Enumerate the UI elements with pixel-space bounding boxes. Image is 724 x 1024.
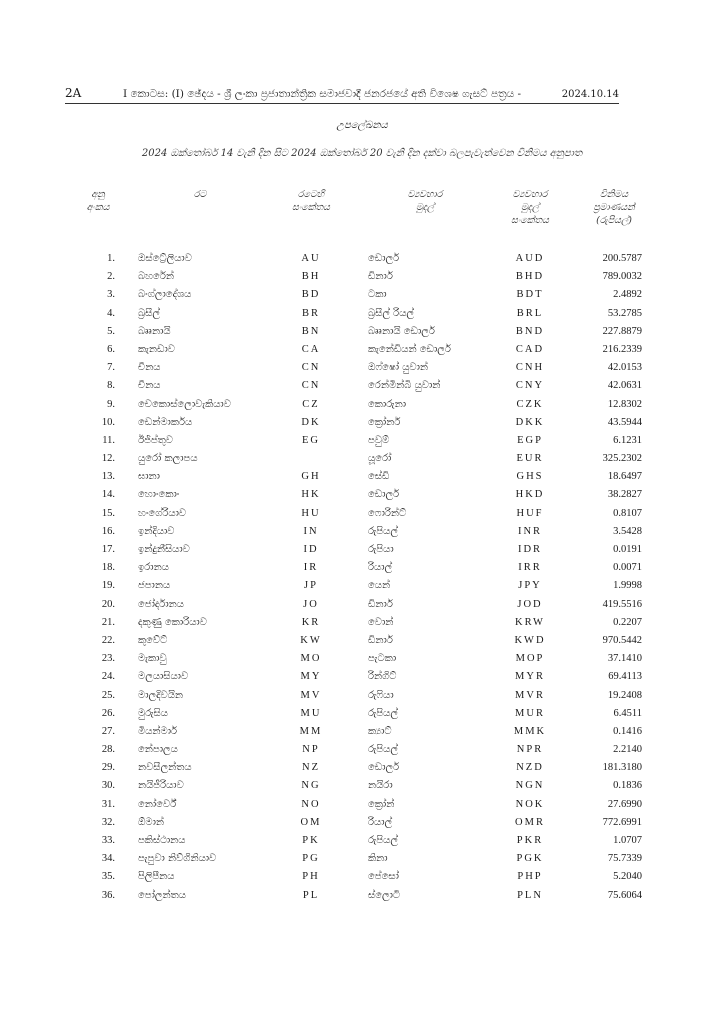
currency-code: BRL	[516, 307, 544, 319]
country-name: මුරුසිය	[138, 707, 168, 719]
country-name: ඉරානය	[138, 562, 169, 574]
country-code: KW	[300, 634, 322, 646]
exchange-rate: 2.2140	[613, 744, 642, 756]
row-number: 35.	[101, 871, 115, 883]
col-header-rate-line: ප්‍රමාණයන්	[593, 202, 635, 213]
row-number: 20.	[101, 598, 115, 610]
exchange-rate: 19.2408	[607, 689, 642, 701]
country-name: නයිජීරියාව	[138, 780, 184, 792]
country-name: චෙකොස්ලොවැකියාව	[138, 398, 231, 410]
col-header-rate-line: (රුපියල්)	[596, 215, 632, 226]
country-code: MU	[300, 707, 322, 719]
currency-code: AUD	[515, 253, 545, 264]
row-number: 30.	[101, 780, 115, 792]
col-header-currency-code	[494, 188, 566, 227]
country-code: CN	[301, 362, 321, 374]
exchange-rate: 970.5442	[602, 634, 642, 646]
country-name: ජපානය	[138, 580, 171, 592]
col-header-currency-code-line: සංකේතය	[511, 215, 549, 226]
country-name: මාලදිවයින	[138, 689, 184, 701]
currency-name: ඩොලර්	[368, 253, 400, 264]
row-number: 9.	[107, 398, 115, 410]
table-row	[0, 741, 724, 759]
country-code: MM	[299, 725, 323, 737]
table-row	[0, 596, 724, 614]
row-number: 26.	[101, 707, 115, 719]
row-number: 2.	[107, 271, 115, 283]
col-header-no-line: අනු	[91, 189, 105, 200]
country-code: MY	[300, 671, 322, 683]
country-name: පෝලන්තය	[138, 889, 186, 901]
currency-code: PLN	[517, 889, 543, 901]
row-number: 14.	[101, 489, 115, 501]
row-number: 13.	[101, 471, 115, 483]
exchange-rate: 1.0707	[613, 835, 642, 846]
table-row	[0, 541, 724, 559]
exchange-rate: 772.6991	[602, 816, 642, 828]
exchange-rate: 53.2785	[607, 307, 642, 319]
currency-name: රුපියල්	[368, 835, 398, 846]
currency-code: NPR	[516, 744, 544, 756]
exchange-rate: 2.4892	[613, 289, 642, 301]
country-code: CN	[301, 380, 321, 392]
table-row	[0, 687, 724, 705]
schedule-subtitle: 2024 ඔක්තෝබර් 14 වැනි දින සිට 2024 ඔක්තෝබර් 20 වැනි දින දක්වා බලපැවැත්වෙන විනිමය අනුපාත	[141, 148, 583, 159]
country-name: මැකාවු	[138, 653, 167, 665]
table-row	[0, 868, 724, 886]
currency-code: JPY	[518, 580, 542, 592]
country-code: CZ	[302, 398, 320, 410]
currency-name: ඔෆ්ෂෝ යුවාන්	[368, 362, 429, 374]
exchange-rate: 0.8107	[613, 507, 642, 519]
exchange-rate: 37.1410	[607, 653, 642, 665]
country-name: ඉන්දියාව	[138, 525, 175, 537]
currency-code: NZD	[516, 762, 544, 774]
country-name: නෝර්වේ	[138, 798, 177, 810]
currency-code: EUR	[516, 453, 544, 465]
country-name: ඕමාන්	[138, 816, 165, 828]
currency-code: GHS	[516, 471, 544, 483]
table-row	[0, 523, 724, 541]
row-number: 29.	[101, 762, 115, 774]
exchange-rate: 1.9998	[613, 580, 642, 592]
country-code: EG	[302, 434, 320, 446]
currency-code: CZK	[516, 398, 544, 410]
currency-code: MVR	[515, 689, 545, 701]
currency-name: බෲනායි ඩොලර්	[368, 325, 435, 337]
country-name: ඉන්දුනීසියාව	[138, 544, 190, 555]
country-code: BR	[301, 307, 320, 319]
table-row	[0, 396, 724, 414]
table-row	[0, 796, 724, 814]
table-row	[0, 323, 724, 341]
table-row	[0, 468, 724, 486]
currency-code: MYR	[515, 671, 545, 683]
country-code: IR	[303, 562, 319, 574]
table-row	[0, 832, 724, 850]
table-row	[0, 705, 724, 723]
row-number: 5.	[107, 325, 115, 337]
table-row	[0, 850, 724, 868]
currency-name: රුපියල්	[368, 744, 398, 756]
currency-name: ටකා	[368, 289, 387, 301]
row-number: 33.	[101, 835, 115, 846]
country-code: PL	[302, 889, 320, 901]
currency-name: රුපියල්	[368, 707, 398, 719]
country-code: IN	[303, 525, 319, 537]
currency-name: ඩොලර්	[368, 762, 400, 774]
col-header-no-line: අංකය	[86, 202, 110, 213]
country-code: BH	[301, 271, 321, 283]
row-number: 12.	[101, 453, 115, 465]
country-name: බහරේන්	[138, 271, 174, 283]
currency-code: NOK	[515, 798, 545, 810]
currency-code: MUR	[515, 707, 545, 719]
col-header-currency	[390, 188, 460, 214]
table-row	[0, 377, 724, 395]
currency-code: MOP	[515, 653, 545, 665]
currency-code: NGN	[515, 780, 545, 792]
exchange-rate: 181.3180	[602, 762, 642, 774]
country-name: දකුණු කොරියාව	[138, 616, 207, 628]
country-code: HK	[301, 489, 321, 501]
country-code: MO	[300, 653, 322, 665]
currency-name: රින්ගිට්	[368, 671, 397, 683]
country-name: කැනඩාව	[138, 343, 175, 355]
currency-code: DKK	[515, 416, 545, 428]
row-number: 6.	[107, 343, 115, 355]
country-name: පැපුවා නිව්ගිනියාව	[138, 853, 217, 865]
country-code: AU	[301, 253, 321, 264]
exchange-rate: 42.0153	[607, 362, 642, 374]
exchange-rate: 6.1231	[613, 434, 642, 446]
country-name: ඔස්ට්‍රේලියාව	[138, 253, 192, 264]
currency-name: යූරෝ	[368, 453, 392, 465]
currency-code: CAD	[515, 343, 545, 355]
currency-name: වොන්	[368, 616, 394, 628]
currency-name: බ්‍රසීල් රියල්	[368, 307, 415, 319]
country-code: NZ	[302, 762, 320, 774]
currency-code: CNH	[515, 362, 545, 374]
currency-name: ක්‍යාට්	[368, 725, 392, 737]
country-name: ඩෙන්මාර්කය	[138, 416, 193, 428]
currency-code: KWD	[514, 634, 546, 646]
exchange-rate: 38.2827	[607, 489, 642, 501]
currency-code: PGK	[516, 853, 544, 865]
exchange-rate: 27.6990	[607, 798, 642, 810]
exchange-rate: 227.8879	[602, 325, 642, 337]
country-code: BD	[301, 289, 321, 301]
currency-name: කැනේඩියන් ඩොලර්	[368, 343, 451, 355]
exchange-rate: 69.4113	[608, 671, 642, 683]
row-number: 3.	[107, 289, 115, 301]
currency-code: OMR	[515, 816, 545, 828]
currency-name: නයිරා	[368, 780, 393, 792]
currency-code: IRR	[518, 562, 542, 574]
row-number: 23.	[101, 653, 115, 665]
col-header-currency-line: මුදල්	[415, 202, 435, 213]
exchange-rate: 0.2207	[613, 616, 642, 628]
currency-code: INR	[517, 525, 543, 537]
page-number: 2A	[65, 86, 82, 100]
country-code: DK	[301, 416, 321, 428]
currency-name: ඩොලර්	[368, 489, 400, 501]
currency-name: රියාල්	[368, 816, 393, 828]
currency-name: ක්‍රෝනර්	[368, 416, 401, 428]
country-name: නවසීලන්තය	[138, 762, 192, 774]
currency-name: ස්ලොටි	[368, 889, 401, 901]
currency-name: රුපියල්	[368, 525, 398, 537]
country-code: GH	[301, 471, 321, 483]
country-code: PK	[302, 835, 320, 846]
exchange-rate: 75.6064	[607, 889, 642, 901]
col-header-country-line: රට	[193, 189, 207, 200]
currency-code: HKD	[515, 489, 545, 501]
country-code: NO	[301, 798, 321, 810]
table-row	[0, 814, 724, 832]
currency-name: සේඩි	[368, 471, 390, 483]
table-row	[0, 286, 724, 304]
country-code: NG	[301, 780, 321, 792]
row-number: 24.	[101, 671, 115, 683]
currency-name: රියාල්	[368, 562, 393, 574]
row-number: 27.	[101, 725, 115, 737]
country-code: CA	[301, 343, 321, 355]
exchange-rate: 3.5428	[613, 525, 642, 537]
exchange-rate: 0.0191	[613, 544, 642, 555]
currency-code: KRW	[515, 616, 545, 628]
currency-name: ෆොරින්ට්	[368, 507, 407, 519]
table-row	[0, 341, 724, 359]
col-header-country-code-line: රටෙහි	[297, 189, 325, 200]
country-name: පිලිපීනය	[138, 871, 175, 883]
currency-name: රෙන්මින්බි යුවාන්	[368, 380, 441, 392]
col-header-rate-line: විනිමය	[599, 189, 629, 200]
col-header-currency-line: ව්‍යවහාර	[407, 189, 443, 200]
country-name: බ්‍රසීල්	[138, 307, 160, 319]
col-header-no	[78, 188, 118, 214]
country-name: මලයාසියාව	[138, 671, 189, 683]
country-name: හොංකොං	[138, 489, 180, 501]
currency-code: PHP	[517, 871, 543, 883]
exchange-rate: 18.6497	[607, 471, 642, 483]
currency-code: BND	[515, 325, 545, 337]
row-number: 4.	[107, 307, 115, 319]
country-name: චීනය	[138, 380, 161, 392]
exchange-rate: 43.5944	[607, 416, 642, 428]
exchange-rate: 75.7339	[607, 853, 642, 865]
table-row	[0, 432, 724, 450]
country-code: OM	[300, 816, 322, 828]
currency-name: කොරුනා	[368, 398, 406, 410]
country-name: පකිස්ථානය	[138, 835, 186, 846]
gazette-date: 2024.10.14	[561, 89, 619, 100]
table-row	[0, 450, 724, 468]
row-number: 1.	[107, 253, 115, 264]
exchange-rate: 0.1836	[613, 780, 642, 792]
currency-name: පේසෝ	[368, 871, 399, 883]
row-number: 22.	[101, 634, 115, 646]
country-name: ඝානා	[138, 471, 160, 483]
table-row	[0, 759, 724, 777]
gazette-title: I කොටස: (I) ඡේදය - ශ්‍රී ලංකා ප්‍රජාතාන්ත්‍රික සමාජවාදී ජනරජයේ අති විශෙෂ ගැසට් පත්‍රය -	[123, 88, 522, 100]
currency-code: BHD	[515, 271, 545, 283]
country-name: බංග්ලාදේශය	[138, 289, 192, 301]
country-code: ID	[303, 544, 319, 555]
table-row	[0, 559, 724, 577]
country-code: HU	[301, 507, 321, 519]
currency-name: රුෆියා	[368, 689, 394, 701]
country-name: ජෝර්දානය	[138, 598, 184, 610]
country-name: ඊජිප්තුව	[138, 434, 173, 446]
exchange-rate: 216.2339	[602, 343, 642, 355]
col-header-currency-code-line: මුදල්	[520, 202, 540, 213]
country-name: නේපාලය	[138, 744, 178, 756]
exchange-rate: 789.0032	[602, 271, 642, 283]
currency-code: BDT	[516, 289, 544, 301]
row-number: 19.	[101, 580, 115, 592]
row-number: 8.	[107, 380, 115, 392]
header-divider	[65, 103, 619, 104]
table-row	[0, 486, 724, 504]
table-row	[0, 887, 724, 905]
currency-code: HUF	[516, 507, 544, 519]
currency-name: ක්‍රෝන්	[368, 798, 395, 810]
country-code: PG	[302, 853, 320, 865]
row-number: 16.	[101, 525, 115, 537]
row-number: 28.	[101, 744, 115, 756]
table-row	[0, 359, 724, 377]
row-number: 10.	[101, 416, 115, 428]
schedule-title: උපලේඛනය	[336, 120, 388, 131]
country-code: JP	[304, 580, 318, 592]
country-name: හංගේරියාව	[138, 507, 187, 519]
country-name: යුරෝ කලාපය	[138, 453, 198, 465]
currency-name: ඩිනාර්	[368, 271, 393, 283]
table-row	[0, 650, 724, 668]
currency-code: JOD	[517, 598, 543, 610]
exchange-rate: 6.4511	[613, 707, 642, 719]
col-header-currency-code-line: ව්‍යවහාර	[512, 189, 548, 200]
currency-code: IDR	[517, 544, 543, 555]
row-number: 18.	[101, 562, 115, 574]
row-number: 32.	[101, 816, 115, 828]
country-code: JO	[303, 598, 319, 610]
currency-name: පැටකා	[368, 653, 397, 665]
col-header-country	[170, 188, 230, 201]
country-code: NP	[302, 744, 320, 756]
row-number: 25.	[101, 689, 115, 701]
table-row	[0, 505, 724, 523]
row-number: 36.	[101, 889, 115, 901]
country-code: PH	[302, 871, 320, 883]
currency-name: පවුම්	[368, 434, 390, 446]
table-row	[0, 614, 724, 632]
row-number: 11.	[102, 434, 115, 446]
country-code: MV	[300, 689, 322, 701]
currency-name: කිනා	[368, 853, 388, 865]
page-header	[65, 86, 619, 101]
exchange-rate-table	[0, 250, 724, 905]
table-row	[0, 632, 724, 650]
table-row	[0, 414, 724, 432]
currency-code: MMK	[513, 725, 547, 737]
table-row	[0, 777, 724, 795]
exchange-rate: 12.8302	[607, 398, 642, 410]
exchange-rate: 325.2302	[602, 453, 642, 465]
row-number: 34.	[101, 853, 115, 865]
currency-name: ඩිනාර්	[368, 598, 393, 610]
currency-code: PKR	[516, 835, 544, 846]
currency-name: යෙන්	[368, 580, 391, 592]
exchange-rate: 200.5787	[602, 253, 642, 264]
table-row	[0, 305, 724, 323]
table-row	[0, 268, 724, 286]
exchange-rate: 419.5516	[602, 598, 642, 610]
col-header-country-code	[276, 188, 346, 214]
exchange-rate: 42.0631	[607, 380, 642, 392]
exchange-rate: 5.2040	[613, 871, 642, 883]
country-code: KR	[301, 616, 321, 628]
currency-code: CNY	[515, 380, 545, 392]
country-name: මියන්මාර්	[138, 725, 178, 737]
country-code: BN	[301, 325, 321, 337]
country-name: චීනය	[138, 362, 161, 374]
table-row	[0, 723, 724, 741]
table-row	[0, 577, 724, 595]
col-header-country-code-line: සංකේතය	[292, 202, 330, 213]
table-row	[0, 250, 724, 268]
table-row	[0, 668, 724, 686]
country-name: බෲනායි	[138, 325, 171, 337]
country-name: කුවේට්	[138, 634, 168, 646]
currency-name: ඩිනාර්	[368, 634, 393, 646]
exchange-rate: 0.0071	[613, 562, 642, 574]
row-number: 15.	[101, 507, 115, 519]
row-number: 7.	[107, 362, 115, 374]
row-number: 31.	[101, 798, 115, 810]
currency-code: EGP	[517, 434, 543, 446]
currency-name: රුපියා	[368, 544, 394, 555]
exchange-rate: 0.1416	[613, 725, 642, 737]
col-header-rate	[578, 188, 650, 227]
row-number: 21.	[101, 616, 115, 628]
row-number: 17.	[101, 544, 115, 555]
